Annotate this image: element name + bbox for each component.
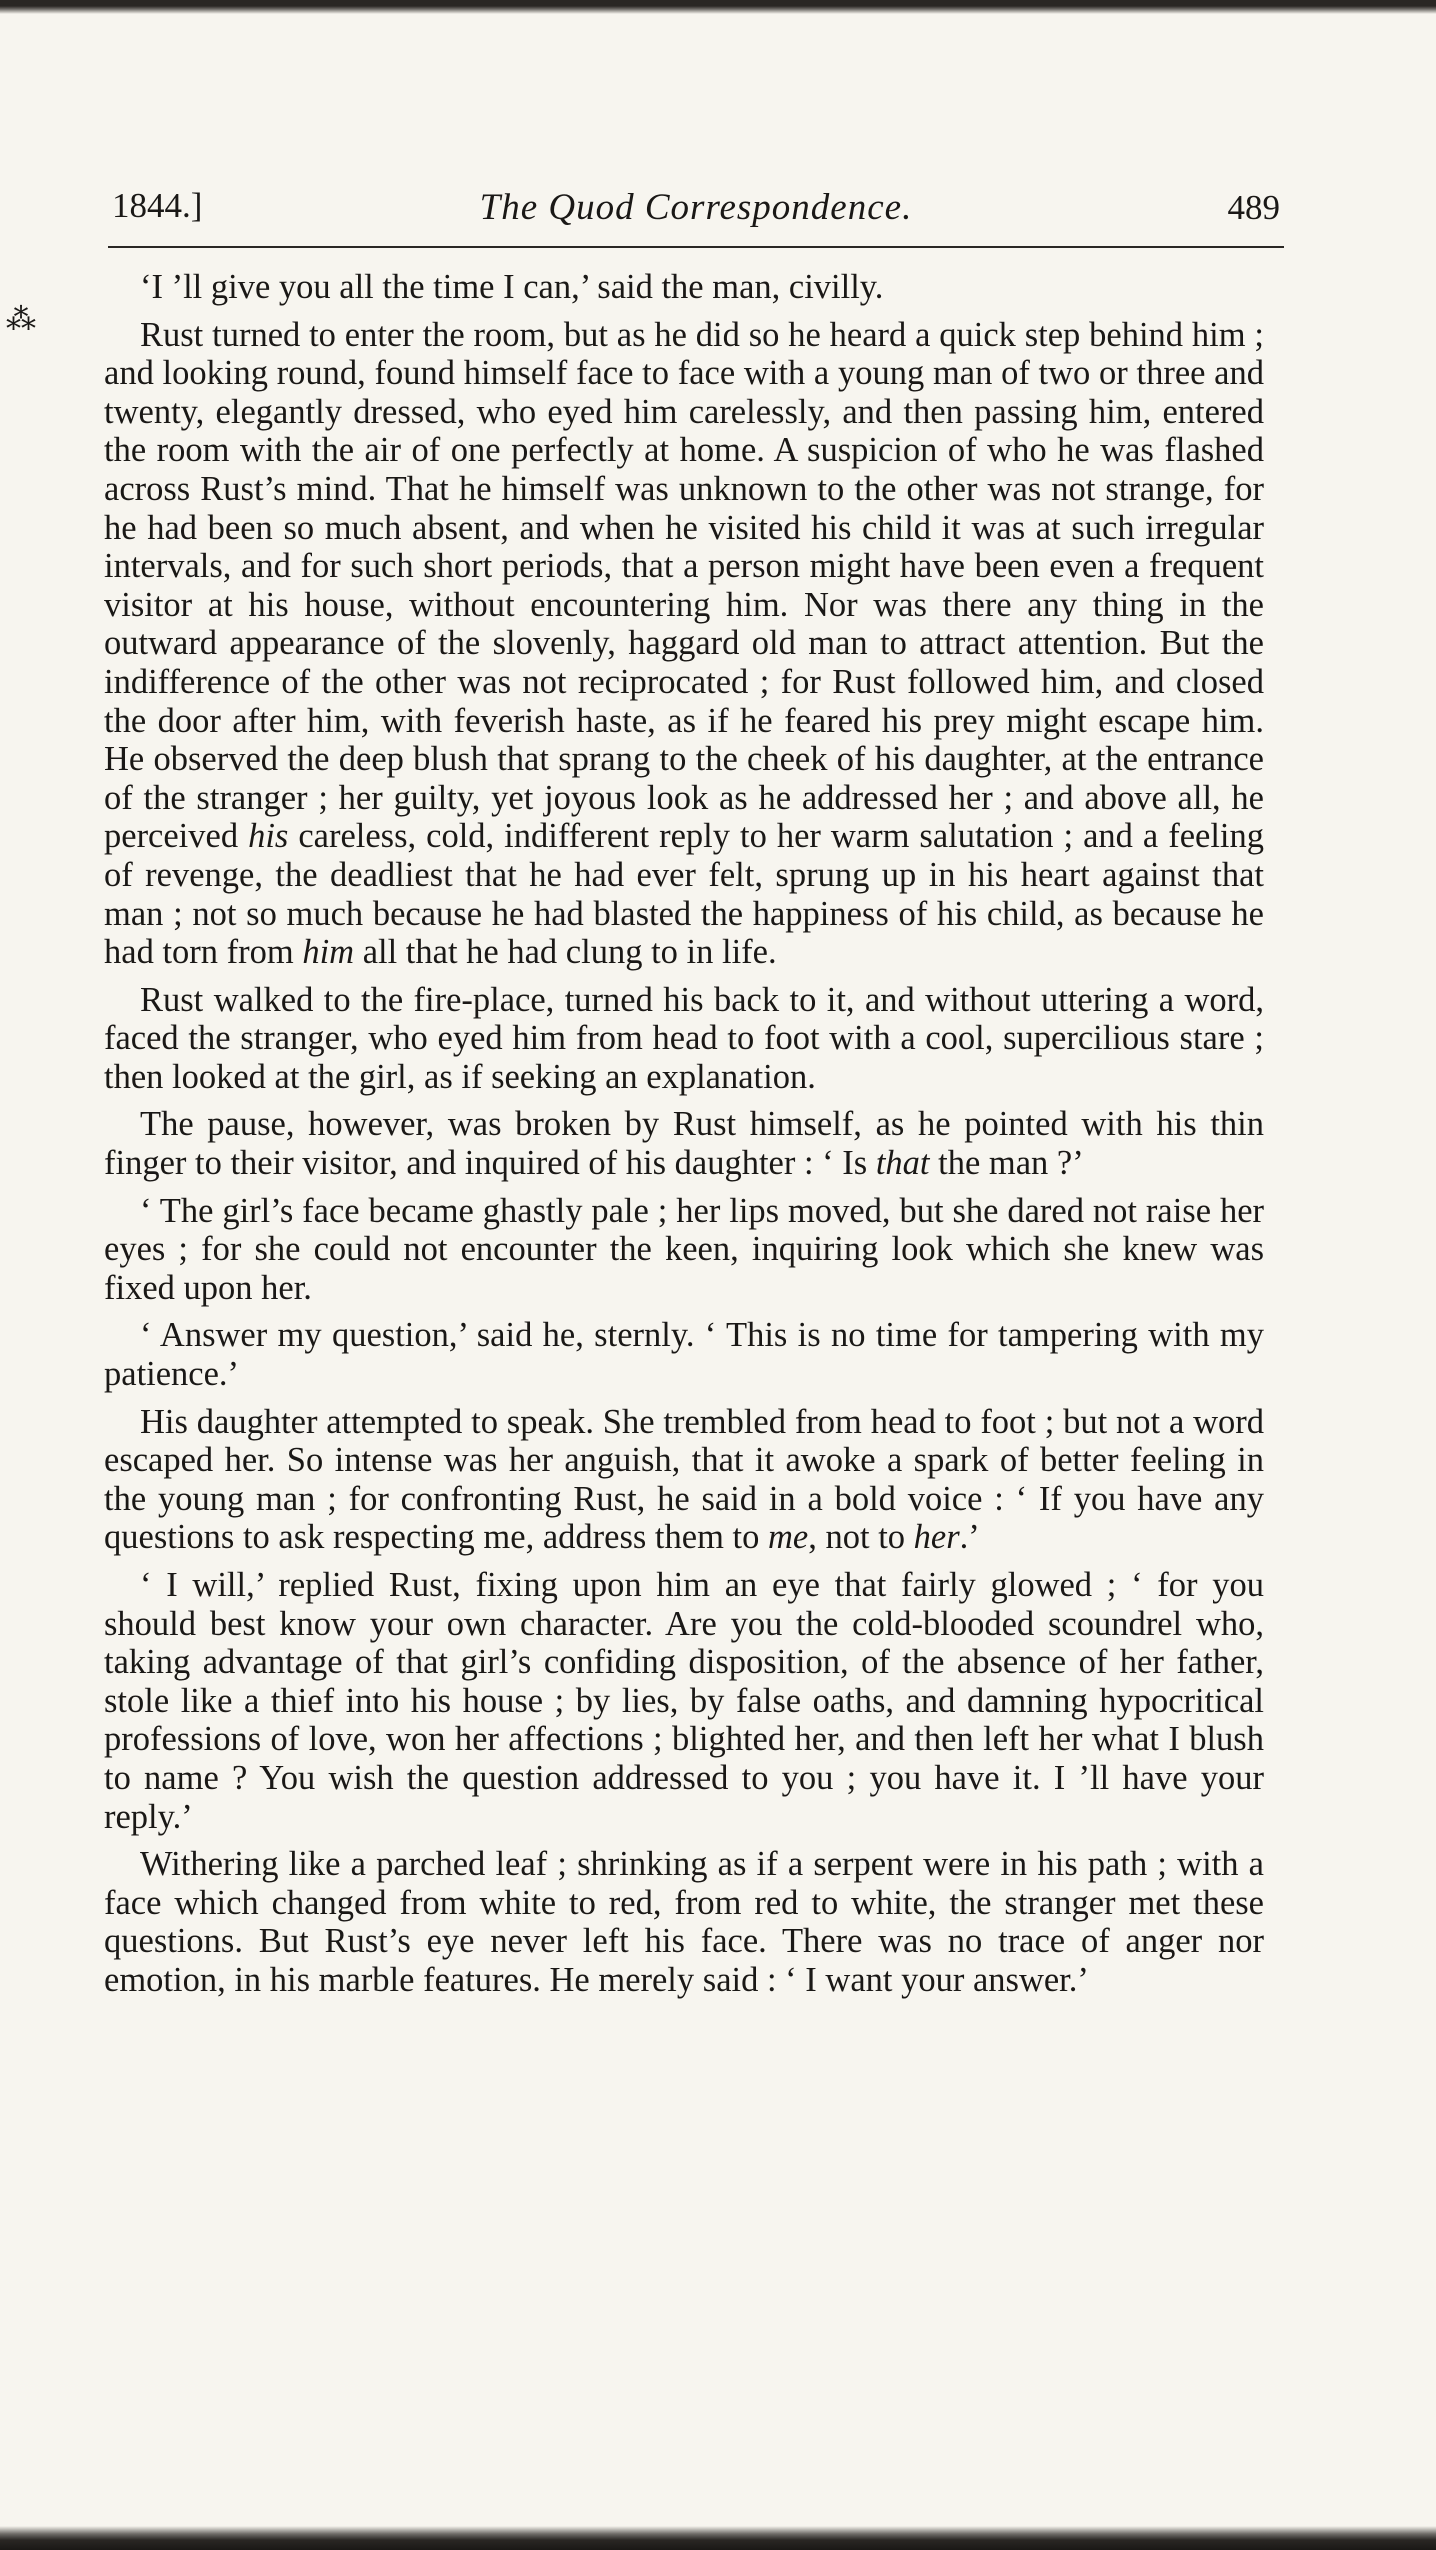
paragraph-text: Rust walked to the fire-place, turned his back to it, and without uttering a word, faced the stranger, who eyed him from head to foot with a cool, supercilious stare ; then looked at the girl, as if seeking an explanation. (104, 980, 1264, 1096)
running-header (112, 178, 1280, 238)
header-rule (108, 246, 1284, 248)
paragraph-text: ‘I ’ll give you all the time I can,’ said the man, civilly. (140, 268, 884, 306)
body-text (104, 268, 1264, 2009)
paragraph-text: the man ?’ (929, 1144, 1084, 1183)
paragraph (104, 1192, 1264, 1308)
paragraph (104, 1566, 1264, 1836)
page-top-edge (0, 0, 1436, 14)
paragraph (104, 981, 1264, 1097)
paragraph-text: , not to (808, 1518, 914, 1557)
paragraph-text: ‘ The girl’s face became ghastly pale ; her lips moved, but she dared not raise her eyes ; for she could not encounter the keen, inquiring look which she knew was fixed upon her. (104, 1191, 1264, 1307)
paragraph (104, 1316, 1264, 1393)
paragraph (104, 1403, 1264, 1557)
italic-text: me (768, 1518, 809, 1557)
paragraph-text: all that he had clung to in life. (354, 933, 777, 972)
margin-ink-mark: ⁂ (6, 303, 36, 336)
paragraph-text: Withering like a parched leaf ; shrinking as if a serpent were in his path ; with a face which changed from white to red, from red to white, the stranger met these questions. But Rust’s eye never left his face. There was no trace of anger nor emotion, in his marble features. He merely said : ‘ I want your answer.’ (104, 1845, 1264, 1999)
page-number: 489 (1227, 188, 1280, 227)
header-year: 1844.] (112, 186, 203, 225)
italic-text: that (875, 1144, 930, 1183)
header-title: The Quod Correspondence. (479, 187, 913, 228)
paragraph-text: careless, cold, indifferent reply to her warm salutation ; and a feeling of revenge, the deadliest that he had ever felt, sprung up in his heart against that man ; not so much because he had blasted the happiness of his child, as because he had torn from (104, 817, 1265, 972)
paragraph (104, 316, 1264, 972)
paragraph-text: His daughter attempted to speak. She trembled from head to foot ; but not a word escaped her. So intense was her anguish, that it awoke a spark of better feeling in the young man ; for confronting Rust, he said in a bold voice : ‘ If you have any questions to ask respecting me, address them to (104, 1402, 1264, 1557)
paragraph-text: The pause, however, was broken by Rust himself, as he pointed with his thin finger to their visitor, and inquired of his daughter : ‘ Is (104, 1105, 1264, 1183)
paragraph-text: .’ (959, 1518, 980, 1557)
paragraph-text: ‘ Answer my question,’ said he, sternly. ‘ This is no time for tampering with my patience.’ (104, 1316, 1264, 1394)
italic-text: him (302, 933, 355, 972)
paragraph (104, 1845, 1264, 1999)
page-bottom-edge (0, 2526, 1436, 2550)
paragraph (104, 268, 1264, 307)
italic-text: his (248, 817, 289, 856)
italic-text: her (913, 1518, 960, 1557)
paragraph (104, 1105, 1264, 1182)
paragraph-text: ‘ I will,’ replied Rust, fixing upon him an eye that fairly glowed ; ‘ for you should best know your own character. Are you the cold-blooded scoundrel who, taking advantage of that girl’s confiding disposition, of the absence of her father, stole like a thief into his house ; by lies, by false oaths, and damning hypocritical professions of love, won her affections ; blighted her, and then left her what I blush to name ? You wish the question addressed to you ; you have it. I ’ll have your reply.’ (104, 1566, 1264, 1836)
paragraph-text: Rust turned to enter the room, but as he did so he heard a quick step behind him ; and looking round, found himself face to face with a young man of two or three and twenty, elegantly dressed, who eyed him carelessly, and then passing him, entered the room with the air of one perfectly at home. A suspicion of who he was flashed across Rust’s mind. That he himself was unknown to the other was not strange, for he had been so much absent, and when he visited his child it was at such irregular intervals, and for such short periods, that a person might have been even a frequent visitor at his house, without encountering him. Nor was there any thing in the outward appearance of the slovenly, haggard old man to attract attention. But the indifference of the other was not reciprocated ; for Rust followed him, and closed the door after him, with feverish haste, as if he feared his prey might escape him. He observed the deep blush that sprang to the cheek of his daughter, at the entrance of the stranger ; her guilty, yet joyous look as he addressed her ; and above all, he perceived (104, 315, 1264, 856)
